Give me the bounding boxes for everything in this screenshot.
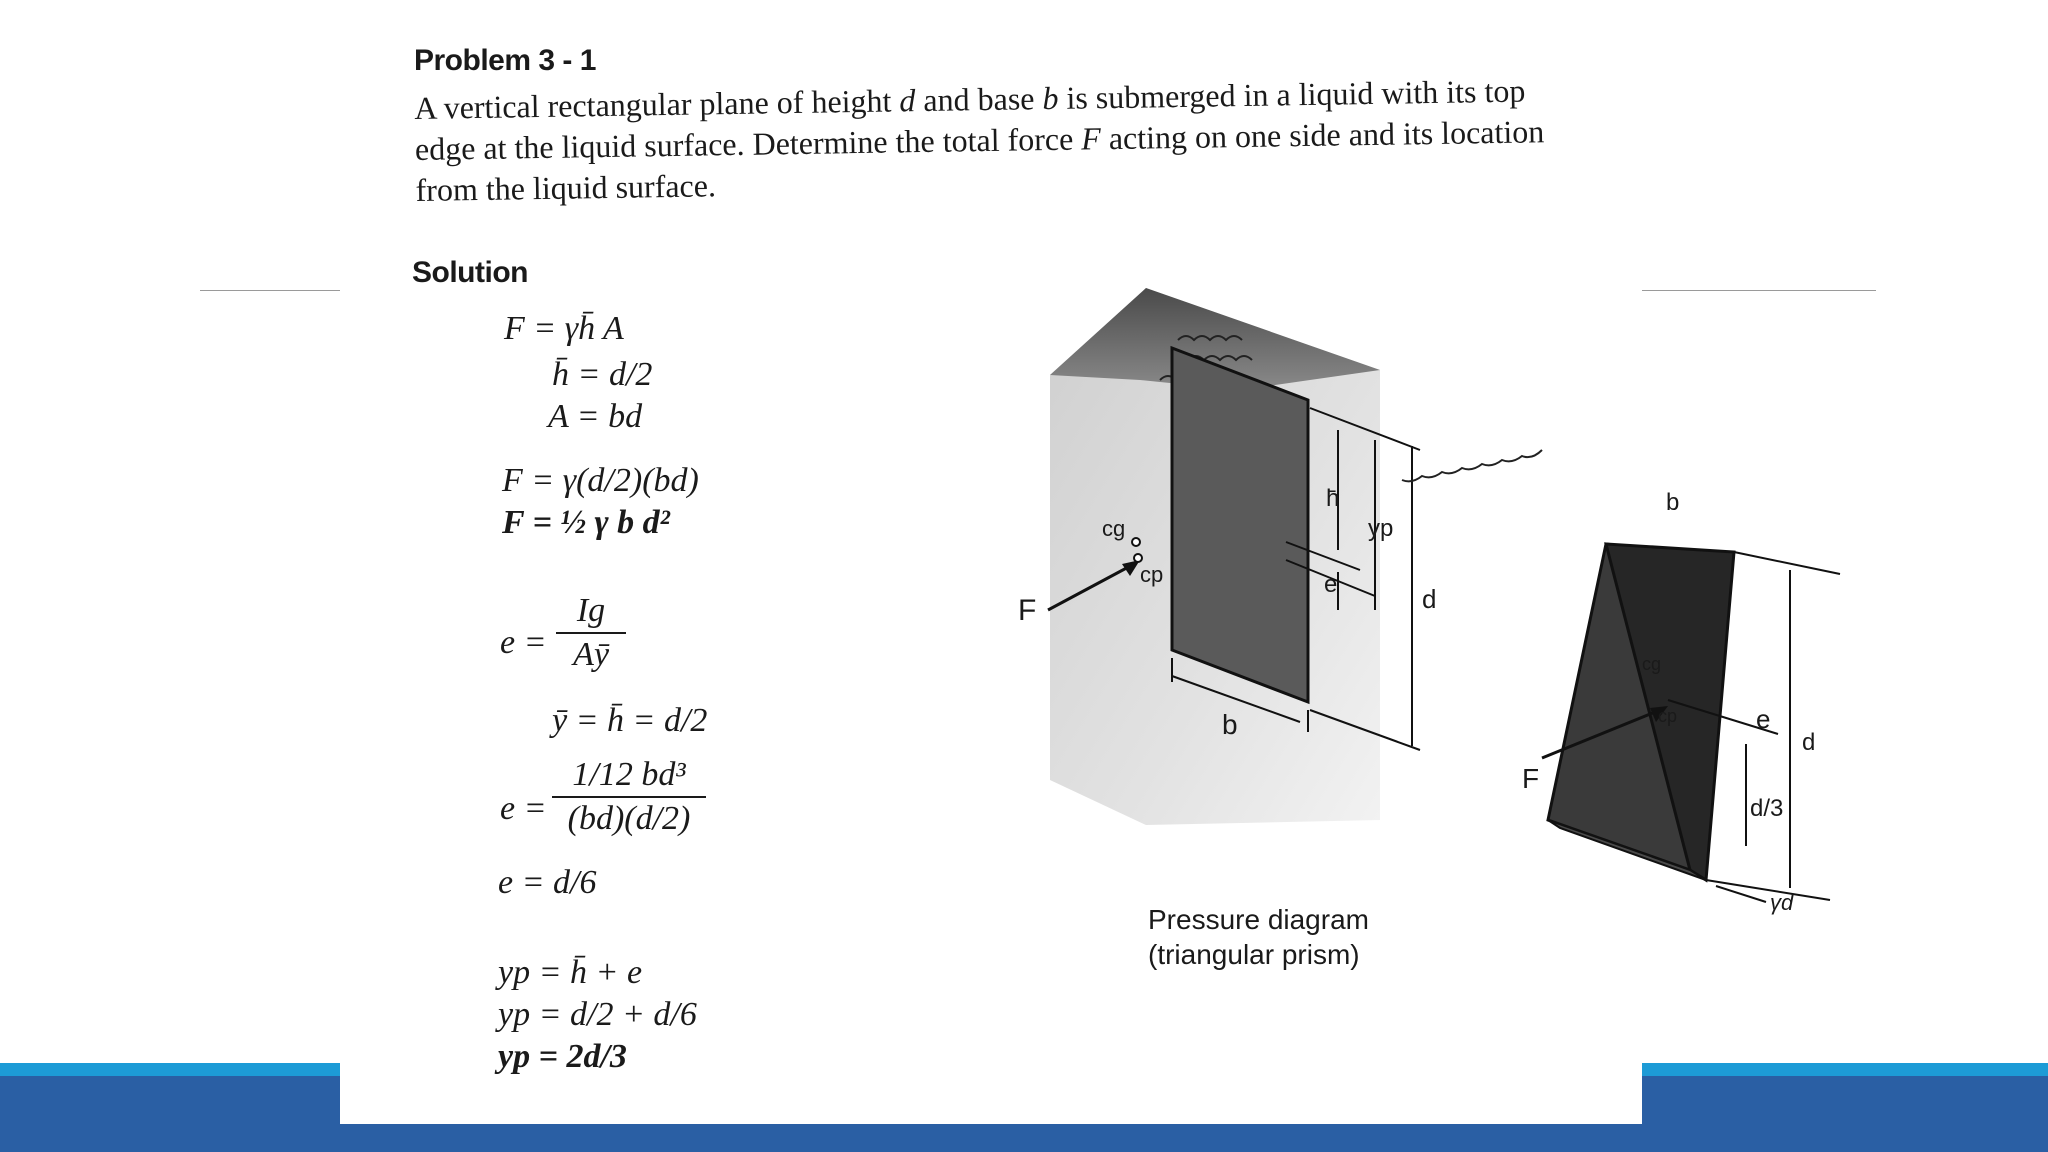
submerged-plate (1172, 348, 1308, 702)
eq-yp: yp = h̄ + e (498, 954, 643, 991)
extension-line (1706, 880, 1830, 900)
label-cp: cp (1140, 562, 1164, 587)
plate (1172, 348, 1308, 702)
label-force: F (1018, 594, 1037, 627)
label-d3: d/3 (1750, 795, 1784, 822)
eq-yp-sub: yp = d/2 + d/6 (498, 996, 697, 1033)
problem-title: Problem 3 - 1 (414, 44, 596, 77)
figure-caption (1148, 902, 1369, 972)
label-prism-force: F (1522, 763, 1540, 794)
statement-text: and base (915, 80, 1043, 119)
extension-line (1734, 552, 1840, 574)
label-h-bar: h̄ (1326, 485, 1340, 512)
statement-text: acting on one side and its location from the liquid surface. (415, 113, 1545, 208)
label-cg: cg (1102, 516, 1126, 541)
eq-y-bar: ȳ = h̄ = d/2 (552, 702, 708, 739)
label-prism-d: d (1802, 729, 1816, 756)
scanned-page (340, 0, 1816, 1124)
eq-e-fraction (556, 592, 626, 674)
prism-surface-line (1402, 450, 1542, 481)
label-d: d (1422, 584, 1437, 614)
eq-force-sub: F = γ(d/2)(bd) (502, 462, 699, 499)
eq-area: A = bd (548, 398, 643, 435)
eq-e2-numerator: 1/12 bd³ (572, 756, 686, 793)
label-yp: yp (1368, 515, 1394, 542)
left-divider (200, 290, 340, 291)
eq-h-bar: h̄ = d/2 (552, 356, 653, 393)
caption-line-1: Pressure diagram (1148, 904, 1369, 935)
eq-e2-denominator: (bd)(d/2) (567, 800, 691, 837)
statement-text: is submerged in a liquid with its top edge at the liquid surface. Determine the total force (414, 72, 1526, 167)
fraction-bar (552, 796, 706, 798)
cp-point (1134, 554, 1142, 562)
eq-e2-fraction (552, 756, 706, 838)
problem-statement (414, 70, 1566, 211)
var-f: F (1080, 120, 1102, 157)
solution-title: Solution (412, 256, 528, 289)
eq-yp-result: yp = 2d/3 (498, 1038, 627, 1075)
label-prism-b: b (1666, 489, 1680, 516)
var-d: d (899, 82, 916, 119)
eq-e-result: e = d/6 (498, 864, 597, 901)
pressure-prism (1402, 450, 1734, 880)
cg-point (1132, 538, 1140, 546)
eq-e2-lhs: e = (500, 790, 547, 827)
submerged-plane-figure (800, 280, 1816, 1000)
label-gamma-d: γd (1770, 890, 1794, 915)
var-b: b (1042, 79, 1059, 117)
eq-e-lhs: e = (500, 624, 547, 661)
label-e: e (1324, 571, 1338, 598)
label-b: b (1222, 709, 1238, 740)
caption-line-2: (triangular prism) (1148, 939, 1360, 970)
eq-force-result: F = ½ γ b d² (502, 504, 670, 541)
right-divider (1642, 290, 1876, 291)
eq-force: F = γh̄ A (504, 310, 624, 347)
fraction-bar (556, 632, 626, 634)
eq-e-denominator: Aȳ (573, 636, 609, 673)
label-prism-cp: cp (1658, 706, 1678, 726)
eq-e-numerator: Ig (576, 592, 606, 629)
label-prism-e: e (1756, 704, 1771, 734)
statement-text: A vertical rectangular plane of height (414, 82, 900, 126)
label-prism-cg: cg (1642, 654, 1662, 674)
